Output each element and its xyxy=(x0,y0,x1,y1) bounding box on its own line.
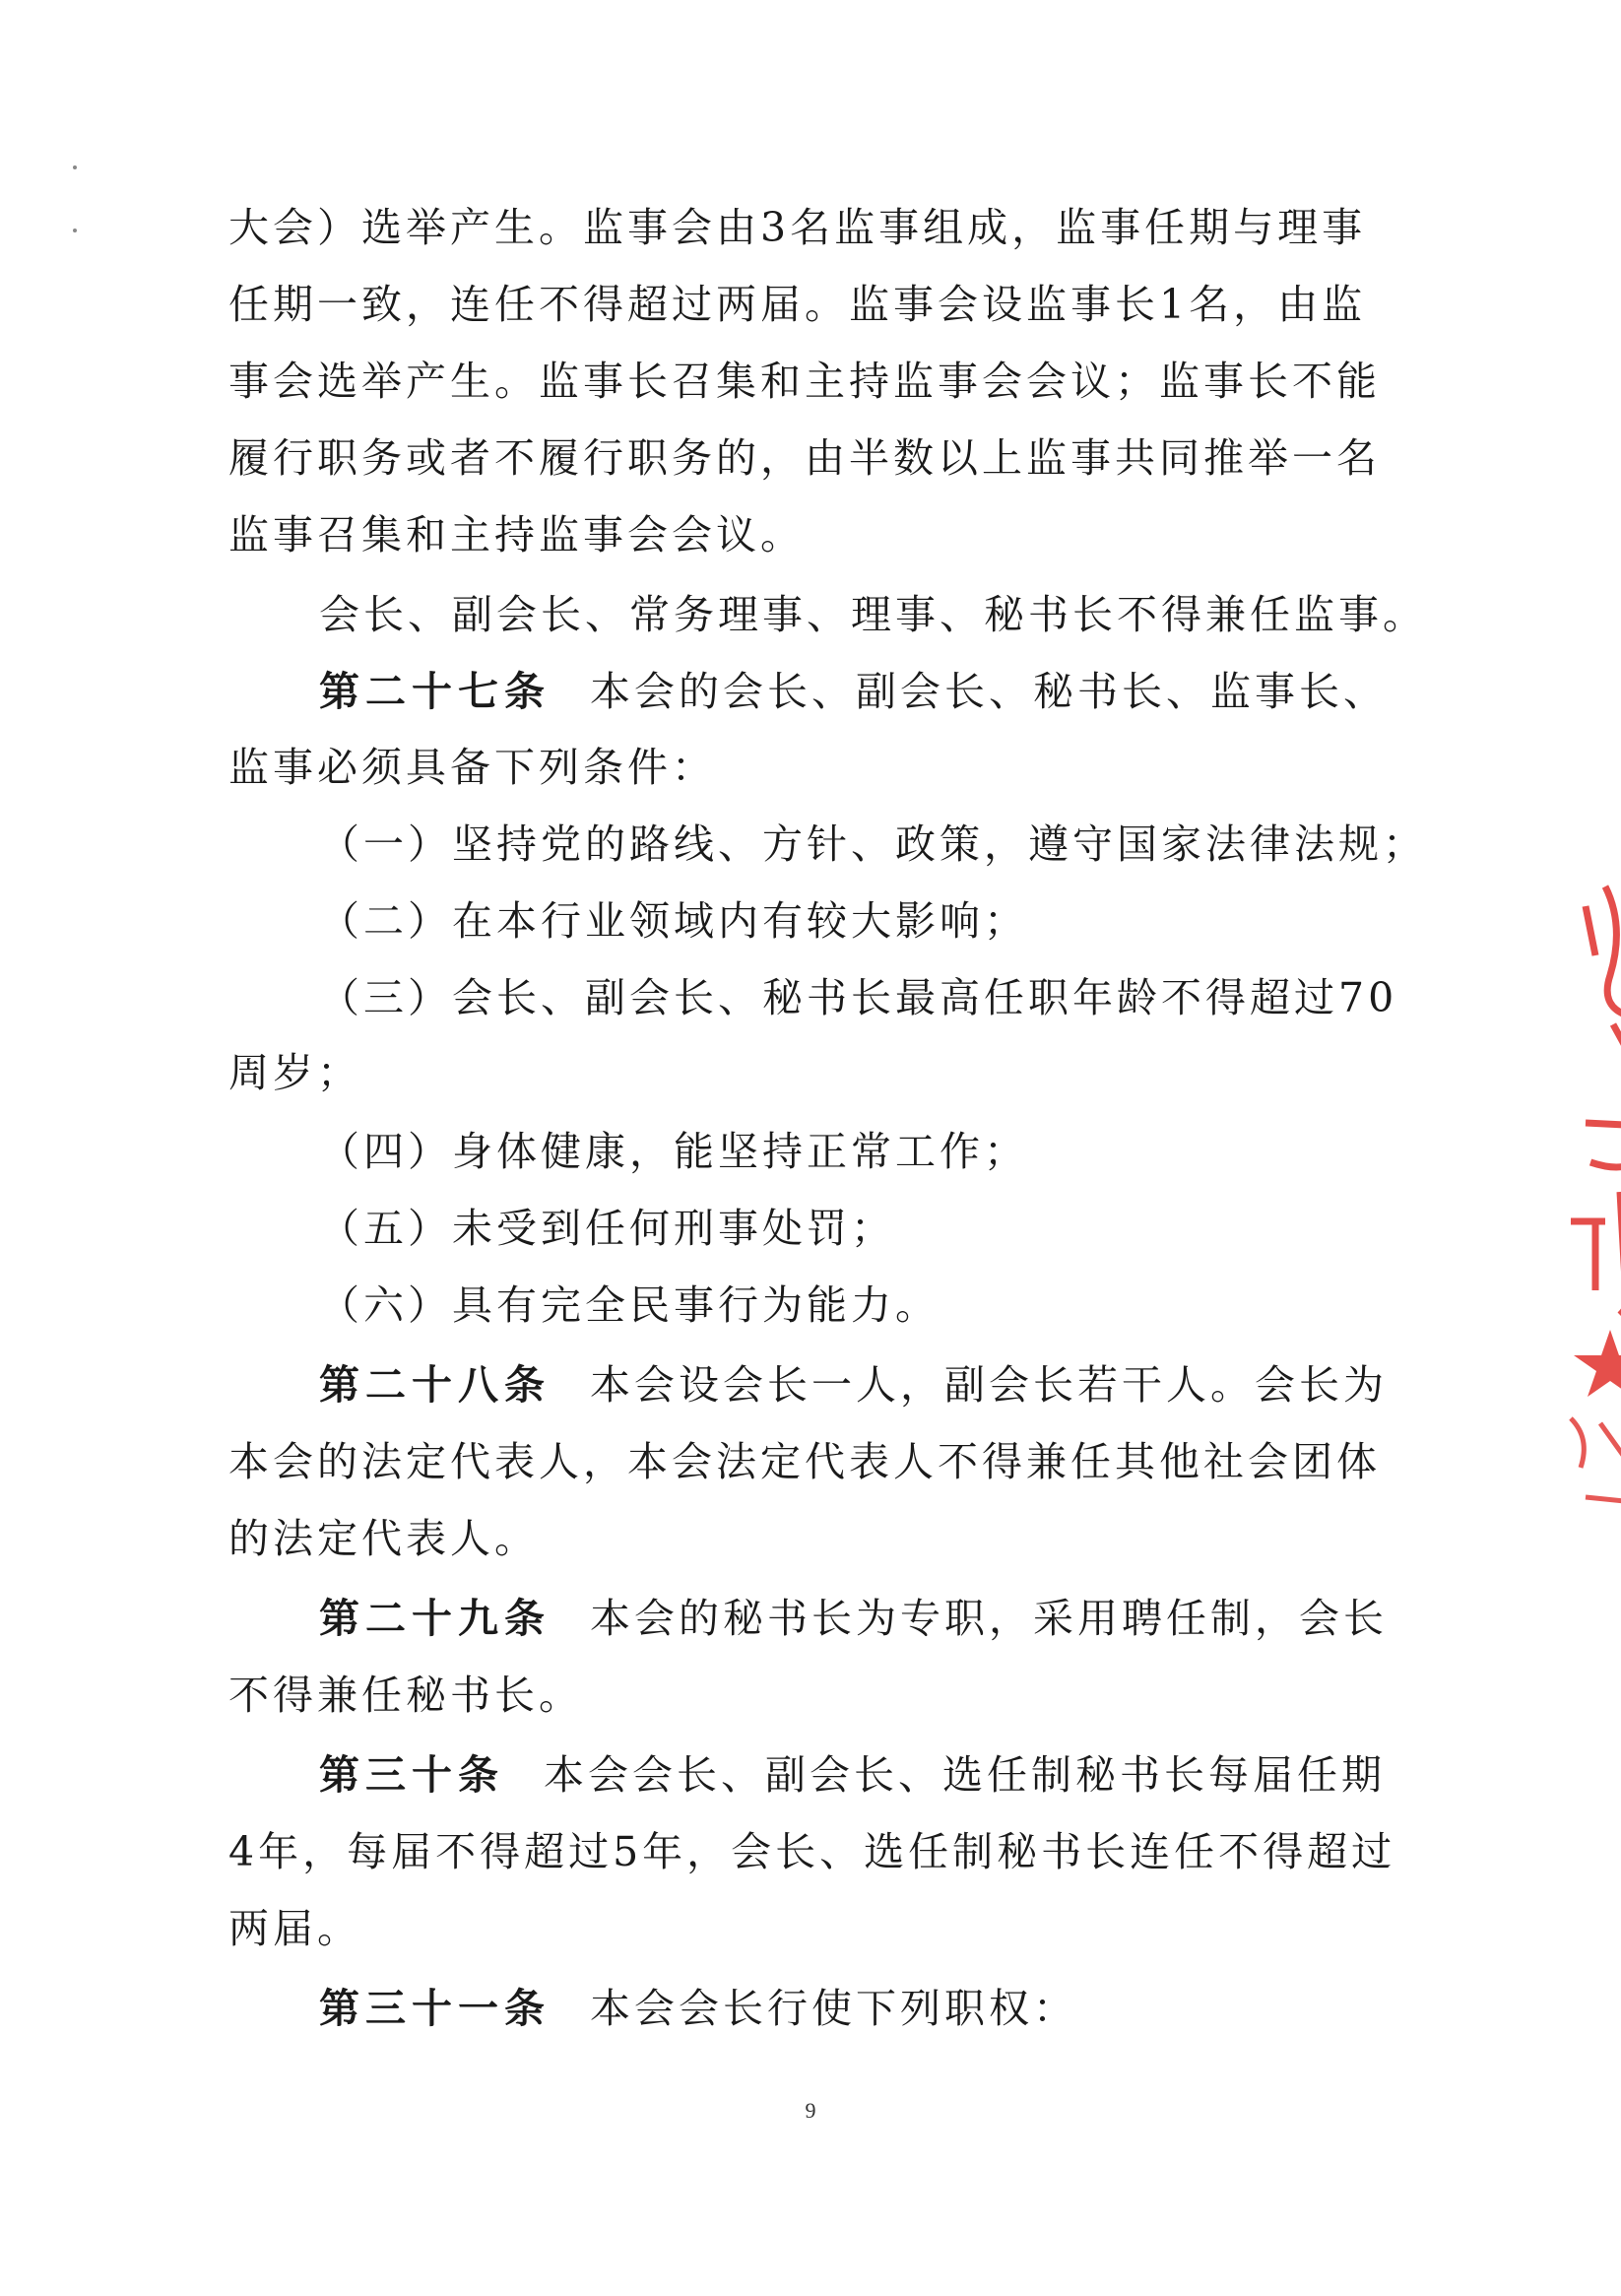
article-heading: 第二十七条 xyxy=(319,668,551,715)
body-line: 监事必须具备下列条件： xyxy=(228,744,716,791)
article-29-line xyxy=(319,1593,1388,1644)
list-item: （二）在本行业领域内有较大影响； xyxy=(319,897,1028,945)
scan-speck xyxy=(73,165,77,169)
article-heading: 第三十一条 xyxy=(319,1985,551,2032)
body-line: 两届。 xyxy=(228,1905,361,1952)
list-item: （四）身体健康，能坚持正常工作； xyxy=(319,1128,1028,1175)
article-heading: 第三十条 xyxy=(319,1751,504,1799)
list-item: （六）具有完全民事行为能力。 xyxy=(319,1281,940,1329)
body-line: 本会的法定代表人，本会法定代表人不得兼任其他社会团体 xyxy=(228,1438,1381,1485)
article-30-line xyxy=(319,1749,1386,1801)
page-number: 9 xyxy=(805,2098,816,2123)
article-text: 本会会长行使下列职权： xyxy=(590,1985,1077,2032)
body-line: 不得兼任秘书长。 xyxy=(228,1672,583,1719)
body-line: 周岁； xyxy=(228,1049,361,1096)
article-text: 本会设会长一人，副会长若干人。会长为 xyxy=(590,1361,1388,1409)
article-28-line xyxy=(319,1359,1388,1410)
body-line: 任期一致，连任不得超过两届。监事会设监事长1名，由监 xyxy=(228,281,1367,328)
body-line: 会长、副会长、常务理事、理事、秘书长不得兼任监事。 xyxy=(319,591,1427,638)
body-line: 的法定代表人。 xyxy=(228,1515,539,1562)
body-line: 监事召集和主持监事会会议。 xyxy=(228,511,805,558)
body-line: 事会选举产生。监事长召集和主持监事会会议；监事长不能 xyxy=(228,358,1381,405)
article-text: 本会会长、副会长、选任制秘书长每届任期 xyxy=(544,1751,1386,1799)
list-item: （三）会长、副会长、秘书长最高任职年龄不得超过70 xyxy=(319,974,1398,1021)
article-31-line xyxy=(319,1983,1077,2034)
body-line: 履行职务或者不履行职务的，由半数以上监事共同推举一名 xyxy=(228,434,1381,482)
list-item: （一）坚持党的路线、方针、政策，遵守国家法律法规； xyxy=(319,820,1427,868)
list-item: （五）未受到任何刑事处罚； xyxy=(319,1205,895,1252)
article-27-line xyxy=(319,666,1388,717)
article-text: 本会的会长、副会长、秘书长、监事长、 xyxy=(590,668,1388,715)
article-text: 本会的秘书长为专职，采用聘任制，会长 xyxy=(590,1595,1388,1642)
body-line: 4年，每届不得超过5年，会长、选任制秘书长连任不得超过 xyxy=(228,1828,1396,1875)
article-heading: 第二十八条 xyxy=(319,1361,551,1409)
body-line: 大会）选举产生。监事会由3名监事组成，监事任期与理事 xyxy=(228,204,1367,251)
scan-speck xyxy=(73,229,77,232)
seal-stamp xyxy=(1566,867,1621,1537)
article-heading: 第二十九条 xyxy=(319,1595,551,1642)
